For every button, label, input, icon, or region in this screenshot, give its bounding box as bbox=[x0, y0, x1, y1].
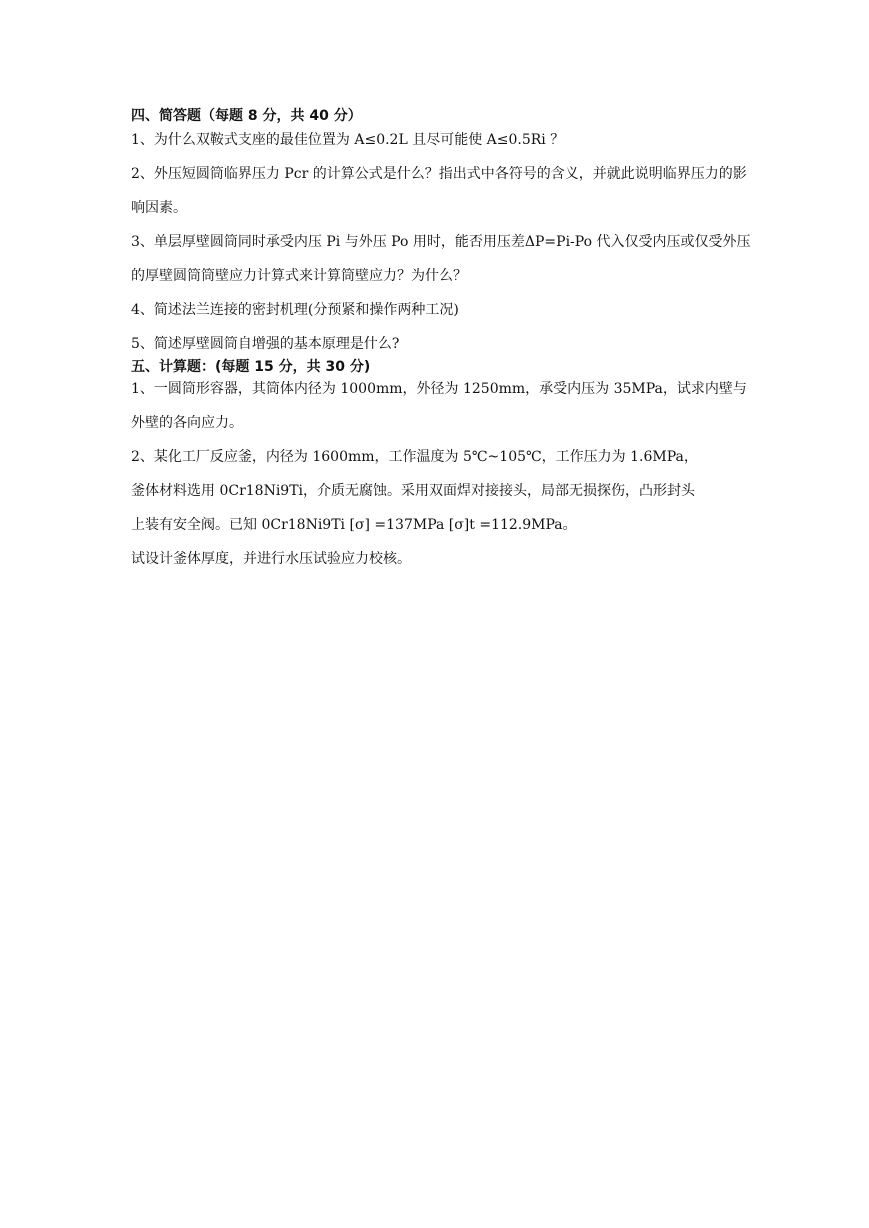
document-page bbox=[131, 103, 751, 576]
section-4-question-3: 3、单层厚壁圆筒同时承受内压 Pi 与外压 Po 用时，能否用压差ΔP=Pi-Po 代入仅受内压或仅受外压的厚壁圆筒筒壁应力计算式来计算筒壁应力？为什么？ bbox=[131, 234, 751, 284]
section-5-question-2-line-4: 试设计釜体厚度，并进行水压试验应力校核。 bbox=[131, 551, 411, 567]
section-5-title: 五、计算题：(每题 15 分，共 30 分) bbox=[131, 359, 371, 375]
section-4-question-2: 2、外压短圆筒临界压力 Pcr 的计算公式是什么？指出式中各符号的含义，并就此说明临界压力的影响因素。 bbox=[131, 166, 747, 216]
section-5-question-2-line-2: 釜体材料选用 0Cr18Ni9Ti，介质无腐蚀。采用双面焊对接接头，局部无损探伤，凸形封头 bbox=[131, 483, 696, 499]
section-4-question-4: 4、简述法兰连接的密封机理(分预紧和操作两种工况) bbox=[131, 302, 459, 318]
section-5-question-2 bbox=[131, 440, 751, 576]
section-5-question-2-line-1: 2、某化工厂反应釜，内径为 1600mm，工作温度为 5℃~105℃，工作压力为 1.6MPa， bbox=[131, 449, 698, 465]
section-5-question-2-line-3: 上装有安全阀。已知 0Cr18Ni9Ti [σ] =137MPa [σ]t =112.9MPa。 bbox=[131, 517, 577, 533]
section-5-question-1: 1、一圆筒形容器，其筒体内径为 1000mm，外径为 1250mm，承受内压为 35MPa，试求内壁与外壁的各向应力。 bbox=[131, 381, 747, 431]
section-4-question-5: 5、简述厚壁圆筒自增强的基本原理是什么? bbox=[131, 336, 400, 352]
section-4-title: 四、简答题（每题 8 分，共 40 分） bbox=[131, 108, 362, 124]
section-4-question-1: 1、为什么双鞍式支座的最佳位置为 A≤0.2L 且尽可能使 A≤0.5Ri ？ bbox=[131, 132, 565, 148]
